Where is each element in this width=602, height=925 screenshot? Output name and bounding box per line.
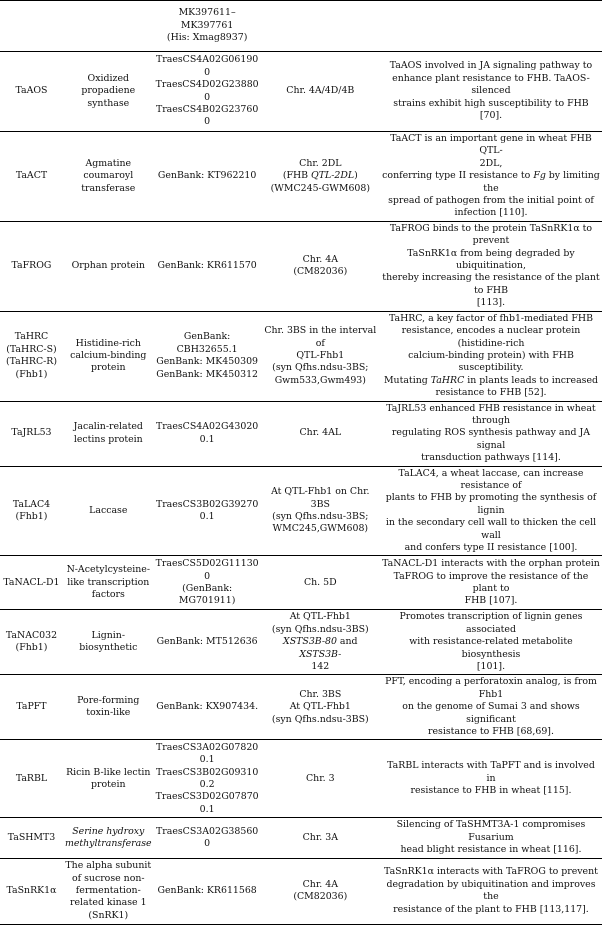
text-run: conferring type II resistance to	[382, 170, 534, 182]
location-line: (syn Qfhs.ndsu-3BS)	[271, 713, 369, 725]
accession-line: (GenBank:	[182, 582, 233, 594]
gene-name: TaSnRK1α	[6, 884, 57, 896]
text-run: by limiting the	[483, 170, 600, 194]
location-line: Chr. 3	[306, 772, 335, 784]
protein-line: protein	[91, 778, 126, 790]
function-line: TaSnRK1α interacts with TaFROG to prevent	[384, 866, 598, 878]
location-line: At QTL-Fhb1	[289, 611, 351, 623]
accession-cell	[154, 675, 261, 740]
function-cell	[380, 401, 602, 466]
function-cell	[380, 858, 602, 924]
protein-cell	[63, 858, 154, 924]
accession-line: 0.2	[199, 778, 215, 790]
protein-line: biosynthetic	[79, 642, 138, 654]
function-line: spread of pathogen from the initial point of	[388, 195, 594, 207]
function-line: TaAOS involved in JA signaling pathway to	[389, 60, 593, 72]
location-line: At QTL-Fhb1 on Chr. 3BS	[271, 486, 370, 510]
function-line	[382, 170, 600, 195]
protein-cell	[63, 1, 154, 52]
gene-cell	[0, 52, 63, 132]
protein-line: lectins protein	[73, 433, 143, 445]
accession-line: TraesCS5D02G11130	[155, 558, 259, 570]
location-line: WMC245,GWM608)	[272, 523, 369, 535]
location-cell	[261, 466, 380, 556]
function-cell	[380, 818, 602, 858]
protein-cell	[63, 818, 154, 858]
protein-line: Laccase	[89, 504, 128, 516]
protein-cell	[63, 740, 154, 818]
protein-cell	[63, 221, 154, 311]
protein-line: factors	[91, 589, 125, 601]
function-line: TaSnRK1α from being degraded by ubiquitination,	[407, 247, 575, 272]
accession-line: GenBank: MK450312	[156, 368, 259, 380]
protein-line: Serine hydroxy	[72, 825, 145, 837]
location-cell	[261, 401, 380, 466]
protein-line: Pore-forming	[77, 695, 140, 707]
gene-cell	[0, 610, 63, 675]
function-line: Promotes transcription of lignin genes associated	[399, 611, 583, 635]
function-line: Silencing of TaSHMT3A-1 compromises Fusarium	[396, 819, 586, 843]
function-cell	[380, 311, 602, 401]
location-cell	[261, 818, 380, 858]
function-line: TaNACL-D1 interacts with the orphan protein	[382, 558, 600, 570]
function-line: strains exhibit high susceptibility to FHB [70].	[393, 97, 589, 122]
accession-cell	[154, 818, 261, 858]
text-run: and	[336, 636, 358, 648]
gene-name: (TaHRC-S)	[6, 343, 57, 355]
function-cell	[380, 132, 602, 222]
accession-line: TraesCS4B02G23760	[155, 103, 259, 115]
accession-line: TraesCS3B02G09310	[155, 766, 259, 778]
accession-cell	[154, 740, 261, 818]
location-line: of	[315, 337, 325, 349]
function-line: TaACT is an important gene in wheat FHB QTL-	[390, 133, 592, 157]
table-row	[0, 675, 602, 740]
protein-cell	[63, 556, 154, 610]
gene-cell	[0, 311, 63, 401]
accession-cell	[154, 221, 261, 311]
function-line: TaRBL interacts with TaPFT and is involved in	[387, 760, 595, 784]
location-cell	[261, 610, 380, 675]
accession-line: 0.1	[199, 754, 215, 766]
function-line: resistance of the plant to FHB [113,117].	[393, 903, 589, 915]
function-line: [101].	[476, 661, 506, 673]
gene-cell	[0, 675, 63, 740]
location-cell	[261, 858, 380, 924]
accession-line: GenBank:	[183, 331, 231, 343]
accession-line: GenBank: KR611570	[157, 260, 257, 272]
location-line: Chr. 3BS	[299, 688, 342, 700]
accession-line: 0	[204, 570, 211, 582]
gene-cell	[0, 858, 63, 924]
protein-line: protein	[91, 362, 126, 374]
accession-line: 0.1	[199, 510, 215, 522]
location-cell	[261, 311, 380, 401]
protein-line: of sucrose non-	[72, 872, 145, 884]
protein-line: Jacalin-related	[73, 421, 143, 433]
location-cell	[261, 221, 380, 311]
table-row	[0, 401, 602, 466]
function-line: TaFROG binds to the protein TaSnRK1α to prevent	[389, 222, 593, 247]
gene-name: TaPFT	[16, 701, 47, 713]
location-line: (syn Qfhs.ndsu-3BS)	[271, 623, 369, 635]
location-line: Ch. 5D	[303, 576, 337, 588]
function-cell	[380, 1, 602, 52]
gene-name: TaLAC4	[12, 498, 51, 510]
accession-line: 0	[204, 116, 211, 128]
function-line: TaHRC, a key factor of fhb1-mediated FHB	[388, 312, 593, 324]
text-run: (FHB	[282, 170, 312, 182]
location-line: Chr. 4A	[302, 253, 338, 265]
function-line: FHB [107].	[464, 595, 518, 607]
function-line	[382, 375, 600, 387]
protein-line: (SnRK1)	[88, 909, 129, 921]
function-line: resistance to FHB [68,69].	[428, 726, 554, 738]
location-line: Chr. 4A	[302, 878, 338, 890]
gene-cell	[0, 818, 63, 858]
function-cell	[380, 675, 602, 740]
accession-line: TraesCS4D02G23880	[155, 79, 259, 91]
protein-cell	[63, 610, 154, 675]
accession-line: 0.1	[199, 803, 215, 815]
gene-name: TaNAC032	[5, 630, 58, 642]
location-line: 142	[311, 661, 330, 673]
protein-line: propadiene	[81, 85, 136, 97]
function-cell	[380, 466, 602, 556]
table-row	[0, 858, 602, 924]
protein-line: calcium-binding	[70, 349, 147, 361]
table-row	[0, 1, 602, 52]
protein-cell	[63, 52, 154, 132]
text-run: in plants leads to increased	[464, 374, 599, 386]
marker-italic: XSTS3B-80	[283, 636, 337, 648]
protein-line: toxin-like	[86, 707, 131, 719]
accession-line: GenBank: MK450309	[156, 356, 259, 368]
function-line: degradation by ubiquitination and improves the	[386, 878, 596, 903]
table-row	[0, 52, 602, 132]
table-row	[0, 311, 602, 401]
location-line: Chr. 2DL	[299, 157, 342, 169]
gene-name: (Fhb1)	[15, 510, 48, 522]
accession-line: TraesCS3A02G07820	[156, 741, 259, 753]
function-cell	[380, 221, 602, 311]
location-line: At QTL-Fhb1	[289, 701, 351, 713]
protein-line: The alpha subunit	[65, 860, 152, 872]
gene-name: TaRBL	[15, 772, 48, 784]
accession-line: MG701911)	[178, 595, 236, 607]
gene-cell	[0, 221, 63, 311]
location-cell	[261, 1, 380, 52]
protein-line: fermentation-	[75, 884, 141, 896]
protein-line: Lignin-	[91, 630, 126, 642]
function-line: with resistance-related metabolite biosynthesis	[409, 636, 573, 660]
table-row	[0, 132, 602, 222]
protein-line: Agmatine	[85, 157, 132, 169]
table-row	[0, 740, 602, 818]
function-line: and confers type II resistance [100].	[404, 542, 578, 553]
text-run: )	[354, 170, 358, 182]
accession-line: GenBank: KT962210	[157, 170, 257, 182]
accession-cell	[154, 401, 261, 466]
location-line: (CM82036)	[293, 266, 348, 278]
accession-line: 0	[204, 66, 211, 78]
accession-cell	[154, 311, 261, 401]
location-cell	[261, 556, 380, 610]
function-cell	[380, 740, 602, 818]
table-row	[0, 221, 602, 311]
function-line: enhance plant resistance to FHB. TaAOS-silenced	[392, 72, 590, 97]
protein-line: Histidine-rich	[75, 337, 141, 349]
protein-line: Ricin B-like lectin	[66, 766, 151, 778]
qtl-italic: QTL-2DL	[311, 170, 355, 182]
location-cell	[261, 132, 380, 222]
location-cell	[261, 740, 380, 818]
accession-line: TraesCS4A02G43020	[156, 421, 259, 433]
protein-cell	[63, 466, 154, 556]
accession-line: 0.1	[199, 433, 215, 445]
accession-cell	[154, 1, 261, 52]
accession-cell	[154, 132, 261, 222]
protein-line: methyltransferase	[64, 838, 152, 850]
marker-italic: XSTS3B-	[299, 648, 342, 660]
function-line: in the secondary cell wall to thicken the cell wall	[385, 517, 597, 541]
table-row	[0, 610, 602, 675]
location-line	[263, 636, 378, 661]
function-line: calcium-binding protein) with FHB susceptibility.	[408, 349, 574, 374]
gene-name: TaHRC	[14, 331, 49, 343]
function-cell	[380, 610, 602, 675]
accession-line: MK397611–	[178, 7, 236, 19]
gene-name: (TaHRC-R)	[5, 356, 57, 368]
table-row	[0, 466, 602, 556]
location-line: (syn Qfhs.ndsu-3BS;	[272, 510, 369, 522]
function-line: [113].	[476, 297, 506, 309]
protein-line: like transcription	[67, 576, 150, 588]
function-line: infection [110].	[454, 207, 528, 219]
gene-cell	[0, 1, 63, 52]
accession-line: GenBank: KX907434.	[156, 701, 259, 713]
function-line: TaJRL53 enhanced FHB resistance in wheat through	[386, 402, 596, 426]
location-line: Gwm533,Gwm493)	[274, 374, 366, 386]
protein-cell	[63, 401, 154, 466]
protein-cell	[63, 132, 154, 222]
function-line: TaFROG to improve the resistance of the plant to	[393, 570, 589, 594]
protein-line: synthase	[87, 97, 130, 109]
protein-line: Orphan protein	[71, 260, 145, 272]
accession-line: GenBank: MT512636	[156, 636, 258, 648]
accession-cell	[154, 610, 261, 675]
function-line: plants to FHB by promoting the synthesis of lignin	[385, 492, 597, 516]
location-line: Chr. 4AL	[299, 427, 342, 439]
accession-line: TraesCS3B02G39270	[155, 498, 259, 510]
gene-cell	[0, 132, 63, 222]
gene-name: TaFROG	[11, 260, 52, 272]
accession-cell	[154, 466, 261, 556]
protein-line: related kinase 1	[70, 897, 147, 909]
protein-cell	[63, 311, 154, 401]
accession-line: TraesCS4A02G06190	[156, 54, 259, 66]
location-cell	[261, 52, 380, 132]
gene-cell	[0, 401, 63, 466]
function-line: resistance to FHB in wheat [115].	[410, 785, 572, 797]
function-line: head blight resistance in wheat [116].	[400, 844, 582, 856]
accession-line: 0	[204, 91, 211, 103]
gene-name: TaJRL53	[11, 427, 52, 439]
function-line: resistance, encodes a nuclear protein (histidine-rich	[401, 325, 581, 349]
gene-name: TaAOS	[15, 85, 48, 97]
accession-cell	[154, 556, 261, 610]
function-cell	[380, 52, 602, 132]
function-line: PFT, encoding a perforatoxin analog, is from Fhb1	[385, 676, 597, 700]
function-line: resistance to FHB [52].	[435, 387, 547, 399]
function-line: TaLAC4, a wheat laccase, can increase resistance of	[398, 467, 584, 491]
location-line: (WMC245-GWM608)	[270, 182, 370, 194]
gene-name: (Fhb1)	[15, 368, 48, 380]
function-line: thereby increasing the resistance of the plant to FHB	[382, 272, 600, 296]
gene-name: (Fhb1)	[15, 642, 48, 654]
gene-cell	[0, 740, 63, 818]
accession-line: TraesCS3A02G38560	[156, 825, 259, 837]
gene-name: TaNACL-D1	[3, 576, 60, 588]
protein-line: coumaroyl	[83, 170, 134, 182]
accession-line: (His: Xmag8937)	[166, 32, 248, 44]
table-row	[0, 556, 602, 610]
function-line: transduction pathways [114].	[421, 452, 561, 464]
gene-cell	[0, 466, 63, 556]
text-run: Mutating	[383, 374, 431, 386]
function-line: on the genome of Sumai 3 and shows significant	[402, 701, 580, 725]
gene-name: TaACT	[15, 170, 48, 182]
function-cell	[380, 556, 602, 610]
location-line: Chr. 4A/4D/4B	[286, 85, 355, 97]
gene-italic: TaHRC	[430, 374, 465, 386]
accession-cell	[154, 52, 261, 132]
location-line: Chr. 3BS in the interval	[264, 325, 377, 337]
location-line: Chr. 3A	[302, 831, 338, 843]
location-line: QTL-Fhb1	[296, 349, 345, 361]
accession-line: 0	[204, 838, 211, 850]
accession-line: TraesCS3D02G07870	[155, 791, 259, 803]
protein-line: Oxidized	[87, 72, 130, 84]
gene-cell	[0, 556, 63, 610]
function-line: regulating ROS synthesis pathway and JA signal	[391, 427, 591, 451]
protein-cell	[63, 675, 154, 740]
gene-name: TaSHMT3	[7, 831, 56, 843]
location-line	[263, 170, 378, 182]
location-line: (CM82036)	[293, 891, 348, 903]
protein-line: transferase	[81, 182, 136, 194]
table-row	[0, 818, 602, 858]
protein-line: N-Acetylcysteine-	[66, 564, 150, 576]
species-italic: Fg	[533, 170, 546, 182]
accession-line: GenBank: KR611568	[157, 884, 257, 896]
accession-line: MK397761	[180, 19, 234, 31]
accession-line: CBH32655.1	[176, 343, 238, 355]
location-line: (syn Qfhs.ndsu-3BS;	[272, 362, 369, 374]
accession-cell	[154, 858, 261, 924]
location-cell	[261, 675, 380, 740]
function-line: 2DL,	[479, 157, 503, 169]
